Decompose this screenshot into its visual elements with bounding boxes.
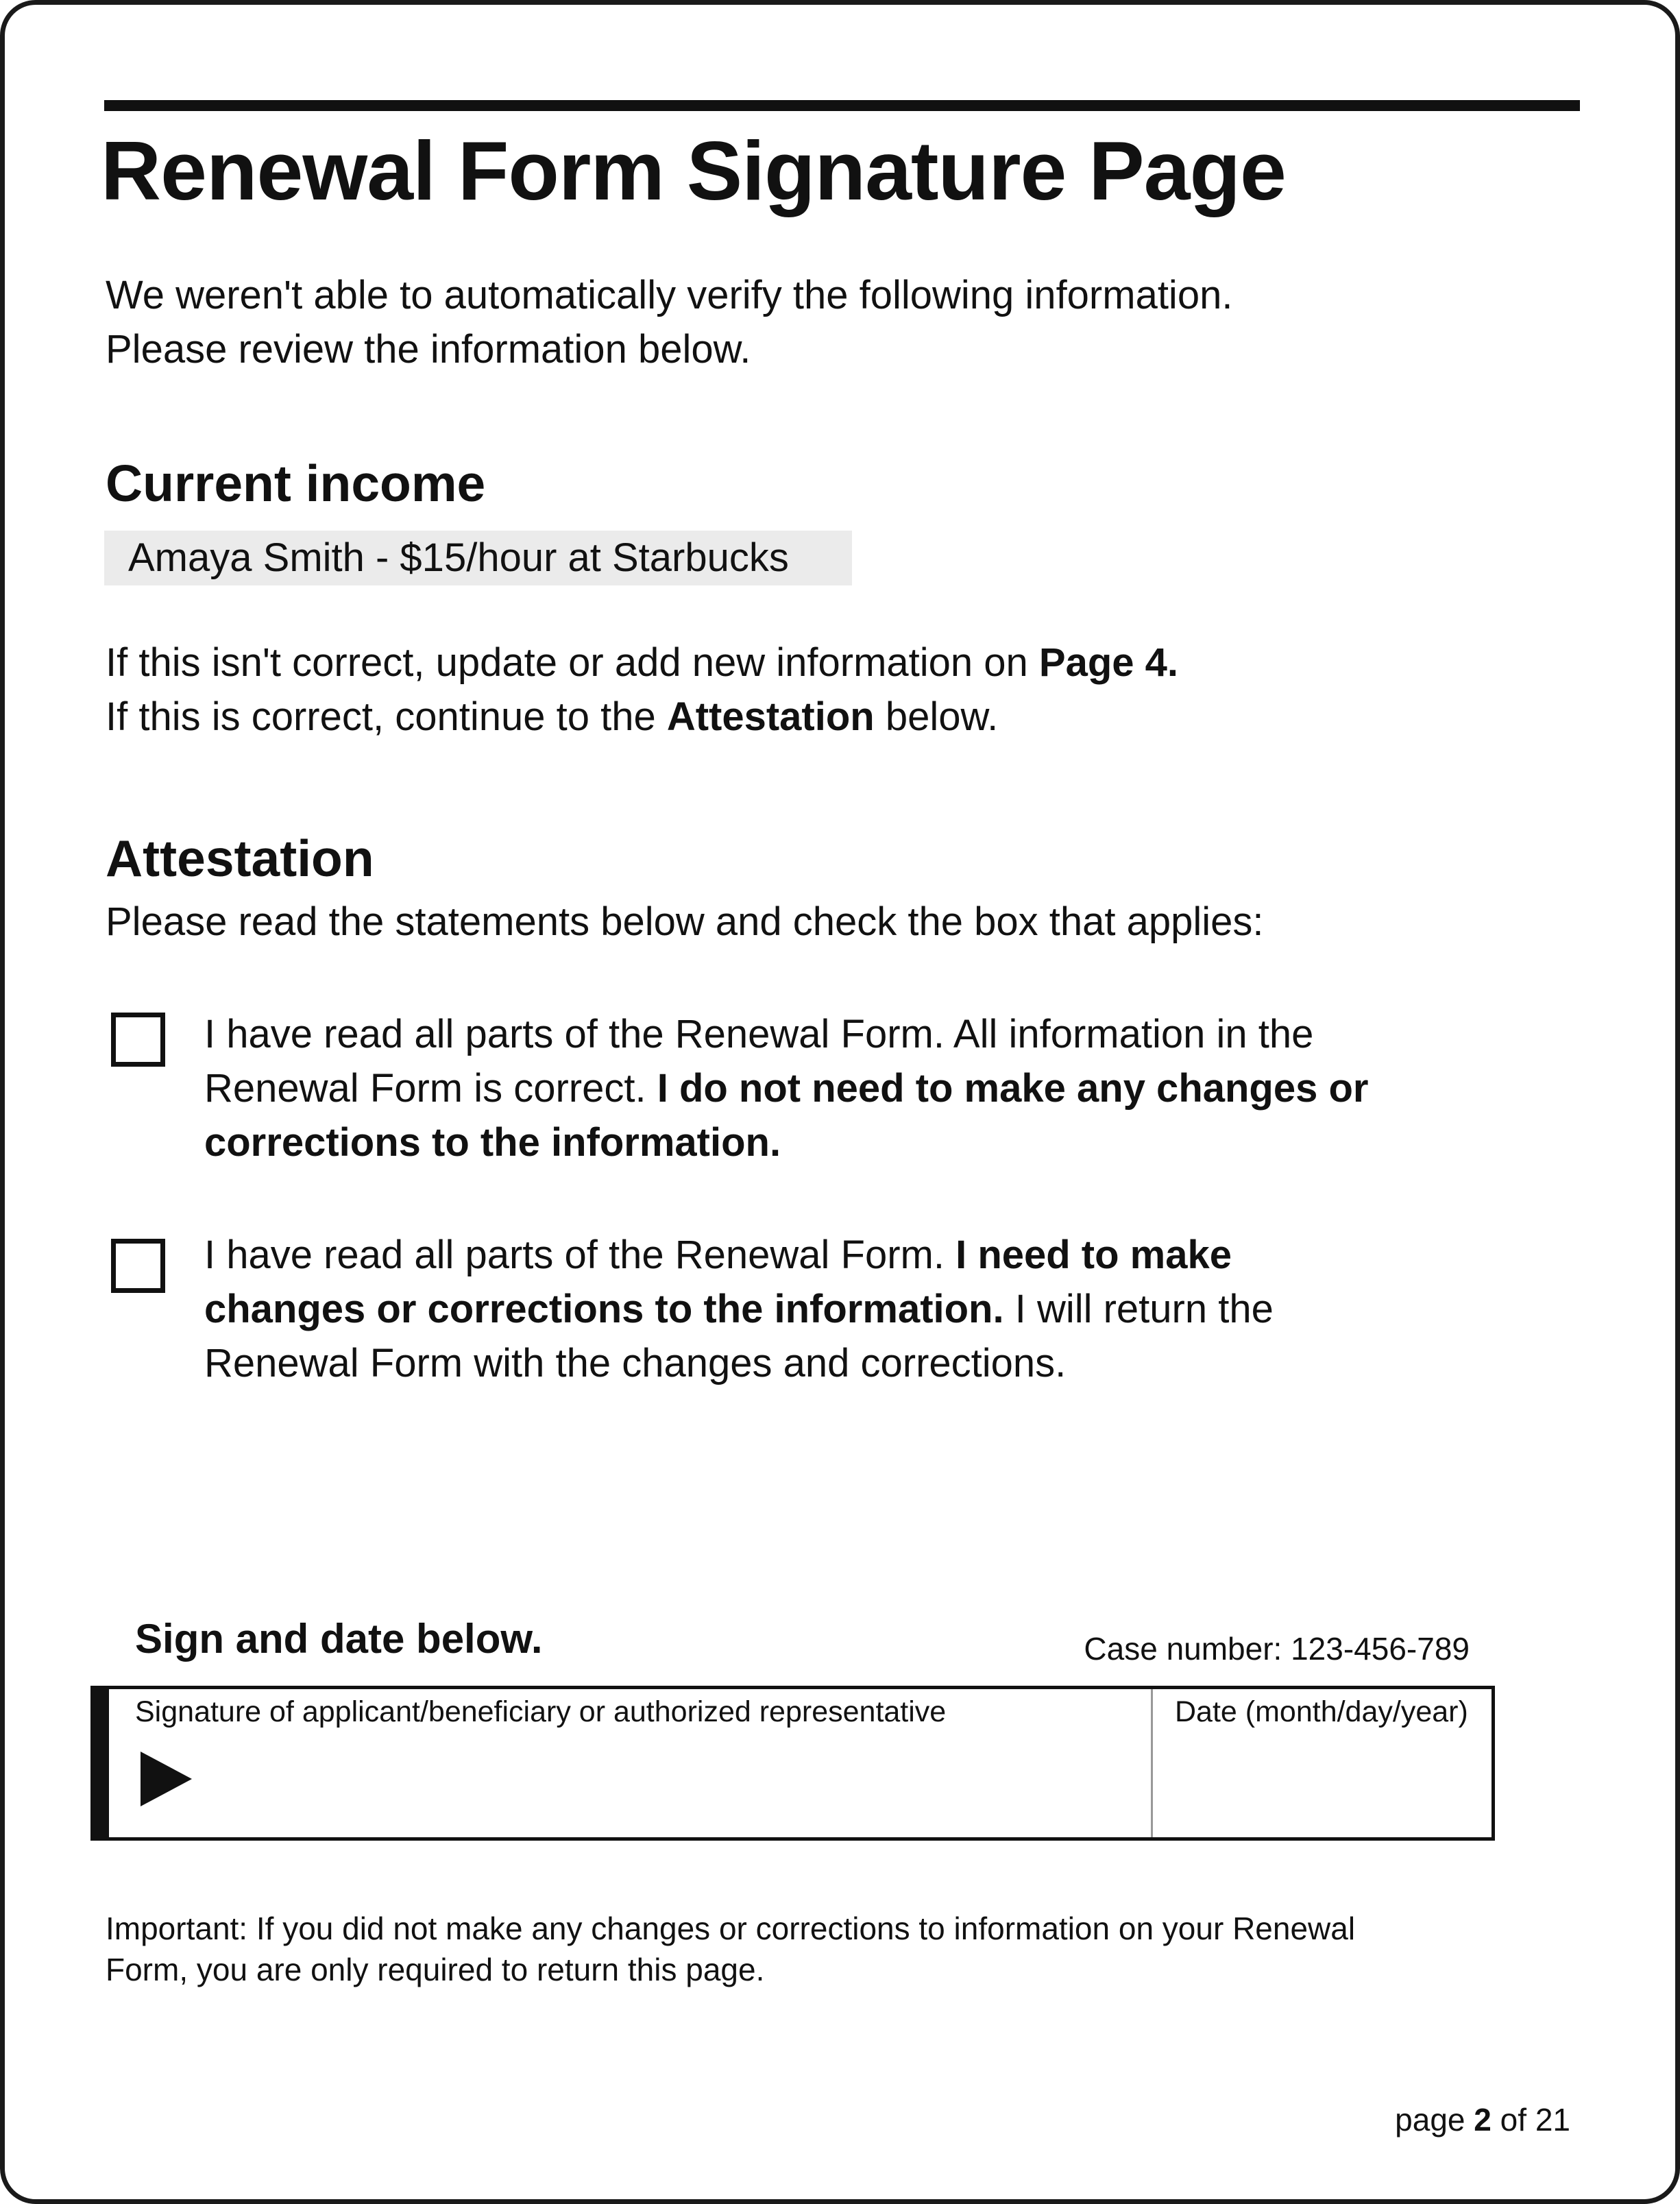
sign-and-date-heading: Sign and date below. <box>135 1616 543 1662</box>
page-number-middle: of <box>1491 2102 1535 2138</box>
intro-line-1: We weren't able to automatically verify the following information. <box>106 273 1233 317</box>
attestation-option-1-text <box>204 1007 1369 1170</box>
option-2-line-2 <box>204 1282 1274 1336</box>
option-2-line-3: Renewal Form with the changes and corrections. <box>204 1341 1067 1385</box>
attestation-option-2-checkbox[interactable] <box>111 1239 165 1293</box>
important-note <box>106 1908 1355 1990</box>
option-1-line-2-pre: Renewal Form is correct. <box>204 1066 657 1111</box>
attestation-option-1-checkbox[interactable] <box>111 1013 165 1067</box>
page-title: Renewal Form Signature Page <box>101 124 1286 217</box>
page-4-link-text: Page 4. <box>1038 640 1179 685</box>
option-2-line-1-bold: I need to make <box>955 1233 1232 1277</box>
option-1-line-1: I have read all parts of the Renewal Form. All information in the <box>204 1012 1314 1056</box>
date-field[interactable] <box>1156 1734 1489 1837</box>
correction-line-1-text: If this isn't correct, update or add new information on <box>106 640 1039 685</box>
page-number <box>1395 2099 1570 2140</box>
intro-line-2: Please review the information below. <box>106 327 751 372</box>
important-line-1: Important: If you did not make any changes or corrections to information on your Renewal <box>106 1911 1356 1946</box>
correction-line-2 <box>106 690 1178 744</box>
option-2-line-1 <box>204 1228 1274 1282</box>
option-2-line-2-post: I will return the <box>1003 1287 1274 1331</box>
option-1-line-3 <box>204 1115 1369 1170</box>
current-income-heading: Current income <box>106 455 486 512</box>
date-field-label: Date (month/day/year) <box>1175 1695 1468 1728</box>
correction-line-2-post: below. <box>874 694 999 739</box>
attestation-intro: Please read the statements below and check the box that applies: <box>106 899 1264 944</box>
signature-field-label: Signature of applicant/beneficiary or authorized representative <box>135 1695 947 1728</box>
page-number-current: 2 <box>1474 2102 1492 2138</box>
page-number-total: 21 <box>1535 2102 1570 2138</box>
correction-line-2-pre: If this is correct, continue to the <box>106 694 667 739</box>
page-number-prefix: page <box>1395 2102 1474 2138</box>
correction-line-1 <box>106 635 1178 690</box>
top-rule <box>104 100 1580 111</box>
option-1-line-2-bold: I do not need to make any changes or <box>657 1066 1369 1111</box>
attestation-heading: Attestation <box>106 829 374 887</box>
attestation-option-2-text <box>204 1228 1274 1390</box>
current-income-value: Amaya Smith - $15/hour at Starbucks <box>104 531 852 585</box>
correction-note <box>106 635 1178 744</box>
case-number: Case number: 123-456-789 <box>1084 1631 1470 1667</box>
important-line-2: Form, you are only required to return this page. <box>106 1952 765 1987</box>
attestation-ref: Attestation <box>666 694 875 739</box>
option-1-line-2 <box>204 1061 1369 1115</box>
signature-field[interactable] <box>118 1734 1146 1837</box>
intro-text <box>106 268 1232 376</box>
option-2-line-1-pre: I have read all parts of the Renewal Form. <box>204 1233 956 1277</box>
option-1-line-3-bold: corrections to the information. <box>204 1120 781 1165</box>
option-2-line-2-bold: changes or corrections to the information. <box>204 1287 1004 1331</box>
date-divider <box>1151 1689 1153 1837</box>
